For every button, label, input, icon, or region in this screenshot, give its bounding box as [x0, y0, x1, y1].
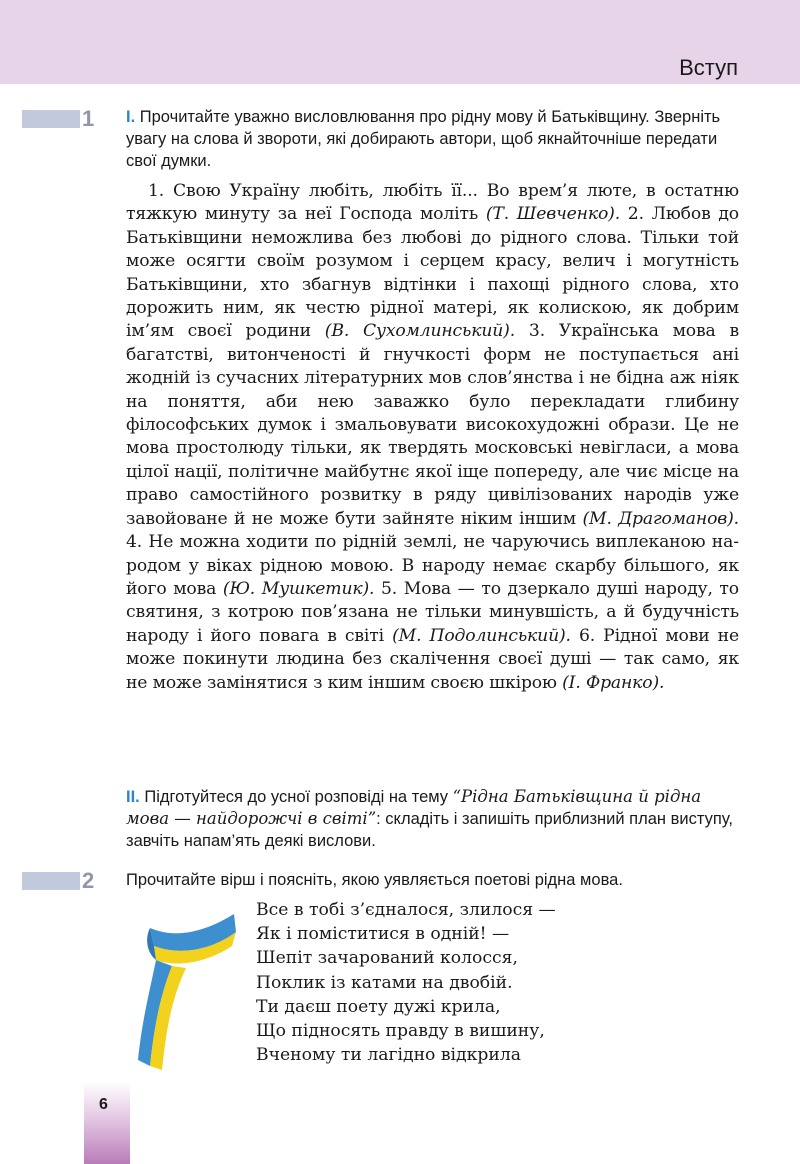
quote-text: 6. Рідної мови не може покинути людина без скалічення своєї душі — так само, як не може замінятися з ким іншим своєю шкірою [126, 625, 740, 693]
poem-line: Шепіт зачарований колосся, [256, 948, 518, 969]
poem [256, 898, 556, 1067]
task-marker-2 [22, 868, 96, 893]
task-number: 1 [82, 106, 95, 131]
poem-line: Вченому ти лагідно відкрила [256, 1045, 521, 1066]
poem-line: Що підносять правду в вишину, [256, 1021, 545, 1042]
quote-author: (Т. Шевченко). [485, 204, 621, 225]
task1-part2 [126, 786, 739, 852]
task-number: 2 [82, 868, 95, 893]
quote-author: (Ю. Мушкетик). [222, 578, 375, 599]
section-title: Вступ [679, 55, 738, 80]
topic-text: “Рідна Батьківщина й рідна мова — найдорожчі в світі” [126, 787, 702, 828]
instruction-text: Прочитайте уважно висловлювання про рідну мову й Батьківщину. Зверніть увагу на слова й звороти, які добирають автори, щоб якнайточніше передати свої думки. [126, 108, 721, 170]
quote-author: (В. Сухомлинський). [324, 321, 516, 342]
task2-instruction: Прочитайте вірш і поясніть, якою уявляється поетові рідна мова. [126, 871, 623, 889]
page-number: 6 [99, 1096, 108, 1113]
quote-text: 2. Любов до Батьківщини неможлива без любові до рідного слова. Тільки той може осягти своїм розумом і серцем красу, велич і могутність Батьківщини, хто збагнув відтінки і пахощі рідного слова, хто дорожить ним, як честю рідної матері, як колискою, як добрим ім’ям своєї родини [126, 204, 739, 342]
part-label: І. [126, 108, 136, 126]
poem-line: Все в тобі з’єдналося, злилося — [256, 900, 556, 920]
quotes-block [126, 180, 739, 695]
part2-text: : складіть і запишіть приблизний план виступу, завчіть напам’ять деякі вислови. [126, 810, 733, 850]
quote-author: (М. Подолинський). [392, 625, 571, 646]
part-label: ІІ. [126, 788, 140, 806]
quote-author: (М. Драгоманов). [582, 508, 739, 529]
page-number-tab [84, 1082, 130, 1164]
poem-line: Як і поміститися в одній! — [256, 924, 510, 945]
ukrainian-ribbon-flag [128, 910, 238, 1072]
quote-text: 3. Українська мова в багатстві, витонченості й гнучкості форм не поступається ані жодній із сучасних літературних мов слов’янства і не бідна аж ніяк на поняття, аби нею заважко було перекладати глибину філософських думок і змальовувати високохудожні образи. Це не мова простолюду тільки, як твердять московські невігласи, а мова цілої нації, політичне майбутнє якої іще попереду, але чиє місце на право самостійного розвитку в ряду цивілізованих народів уже завойоване й не може бути зайняте ніким іншим [126, 321, 739, 529]
quote-text: 1. Свою Україну любіть, любіть її... Во врем’я люте, в остатню тяжкую минуту за неї Господа моліть [126, 181, 739, 225]
quote-text: 4. Не можна ходити по рідній землі, не чаруючись виплеканою народом у віках рідною мовою. В народу немає скарбу більшого, як його мова [126, 532, 739, 599]
poem-line: Поклик із катами на двобій. [256, 972, 513, 993]
part2-text: Підготуйтеся до усної розповіді на тему [144, 788, 453, 806]
task-marker-bar [22, 872, 80, 890]
task-marker-1 [22, 106, 96, 131]
task1-instruction [126, 106, 739, 172]
poem-line: Ти даєш поету дужі крила, [256, 996, 501, 1017]
quote-text: 5. Мова — то дзеркало душі народу, то святиня, з котрою пов’язана не тільки минувшість, а й будучність народу і його повага в світі [126, 578, 739, 646]
quote-author: (І. Франко). [562, 672, 665, 693]
task-marker-bar [22, 110, 80, 128]
